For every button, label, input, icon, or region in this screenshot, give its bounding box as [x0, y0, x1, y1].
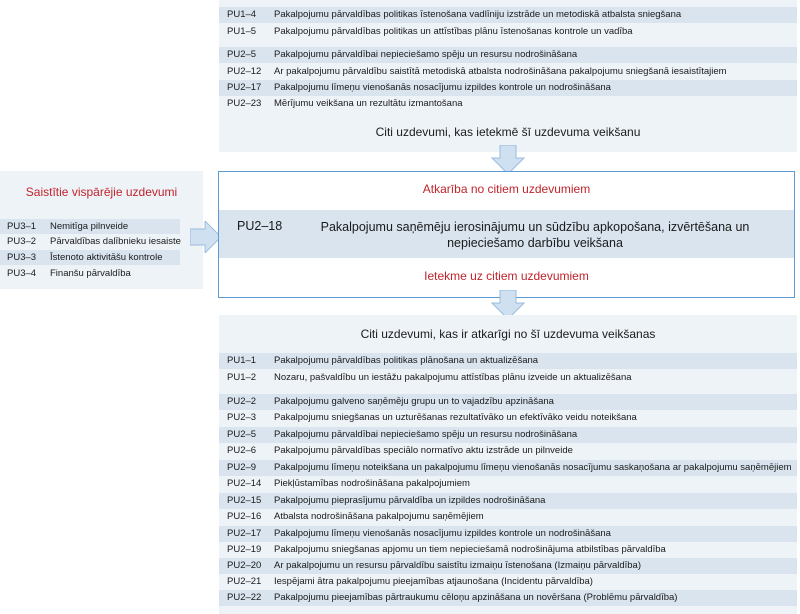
list-item: PU2–14 Piekļūstamības nodrošināšana pakalpojumiem [227, 478, 470, 489]
list-item: PU2–21 Iespējami ātra pakalpojumu pieejamības atjaunošana (Incidentu pārvaldība) [227, 576, 593, 587]
dependency-label: Atkarība no citiem uzdevumiem [422, 182, 591, 196]
list-item: PU2–17 Pakalpojumu līmeņu vienošanās nosacījumu izpildes kontrole un nodrošināšana [219, 80, 797, 96]
list-item: PU2–23 Mērījumu veikšana un rezultātu izmantošana [227, 98, 463, 109]
related-general-tasks-panel [0, 171, 203, 289]
list-item: PU2–3 Pakalpojumu sniegšanas un uzturēšanas rezultatīvāko un efektīvāko veidu noteikšana [227, 412, 637, 423]
list-item: PU2–5 Pakalpojumu pārvaldībai nepieciešamo spēju un resursu nodrošināšana [219, 47, 797, 63]
related-general-tasks-title: Saistītie vispārējie uzdevumi [25, 185, 178, 199]
list-item: PU3–1 Nemitīga pilnveide [0, 219, 180, 234]
main-task-band [219, 210, 794, 258]
list-item: PU2–22 Pakalpojumu pieejamības pārtraukumu cēloņu apzināšana un novēršana (Problēmu pārvaldība) [219, 590, 797, 606]
list-item: PU2–9 Pakalpojumu līmeņu noteikšana un pakalpojumu līmeņu vienošanās nosacījumu saskaņošana ar pakalpojumu saņēmējiem [219, 460, 797, 476]
list-item: PU1–1 Pakalpojumu pārvaldības politikas plānošana un aktualizēšana [219, 353, 797, 369]
main-task-code: PU2–18 [237, 219, 283, 233]
list-item: PU2–2 Pakalpojumu galveno saņēmēju grupu un to vajadzību apzināšana [219, 394, 797, 410]
list-item: PU2–20 Ar pakalpojumu un resursu pārvaldību saistītu izmaiņu īstenošana (Izmaiņu pārvaldība) [219, 558, 797, 574]
list-item: PU2–15 Pakalpojumu pieprasījumu pārvaldība un izpildes nodrošināšana [219, 493, 797, 509]
influencing-tasks-caption: Citi uzdevumi, kas ietekmē šī uzdevuma veikšanu [375, 125, 641, 139]
list-item: PU1–4 Pakalpojumu pārvaldības politikas īstenošana vadlīniju izstrāde un metodiskā atbalsta sniegšana [219, 7, 797, 23]
list-item: PU1–2 Nozaru, pašvaldību un iestāžu pakalpojumu attīstības plānu izveide un aktualizēšana [227, 372, 632, 383]
list-item: PU2–19 Pakalpojumu sniegšanas apjomu un tiem nepieciešamā nodrošinājuma atbilstības pārvaldība [227, 544, 666, 555]
main-task-text: Pakalpojumu saņēmēju ierosinājumu un sūdzību apkopošana, izvērtēšana un nepieciešamo darbību veikšana [320, 220, 750, 250]
main-task-box [218, 171, 795, 298]
list-item: PU2–17 Pakalpojumu līmeņu vienošanās nosacījumu izpildes kontrole un nodrošināšana [219, 526, 797, 542]
influencing-tasks-panel [219, 0, 797, 152]
list-item: PU2–5 Pakalpojumu pārvaldībai nepieciešamo spēju un resursu nodrošināšana [219, 427, 797, 443]
list-item: PU2–6 Pakalpojumu pārvaldības speciālo normatīvo aktu izstrāde un pilnveide [227, 445, 573, 456]
influence-label: Ietekme uz citiem uzdevumiem [424, 269, 589, 283]
list-item: PU2–12 Ar pakalpojumu pārvaldību saistītā metodiskā atbalsta nodrošināšana pakalpojumu sniegšanā iesaistītajiem [227, 66, 727, 77]
list-item: PU3–2 Pārvaldības dalībnieku iesaiste [7, 236, 181, 247]
list-item: PU3–4 Finanšu pārvaldība [7, 268, 131, 279]
list-item: PU2–16 Atbalsta nodrošināšana pakalpojumu saņēmējiem [227, 511, 484, 522]
list-item: PU1–5 Pakalpojumu pārvaldības politikas un attīstības plānu īstenošanas kontrole un vadība [227, 26, 633, 37]
list-item: PU3–3 Īstenoto aktivitāšu kontrole [0, 250, 180, 265]
dependent-tasks-caption: Citi uzdevumi, kas ir atkarīgi no šī uzdevuma veikšanas [360, 327, 656, 341]
dependent-tasks-panel [219, 315, 797, 614]
